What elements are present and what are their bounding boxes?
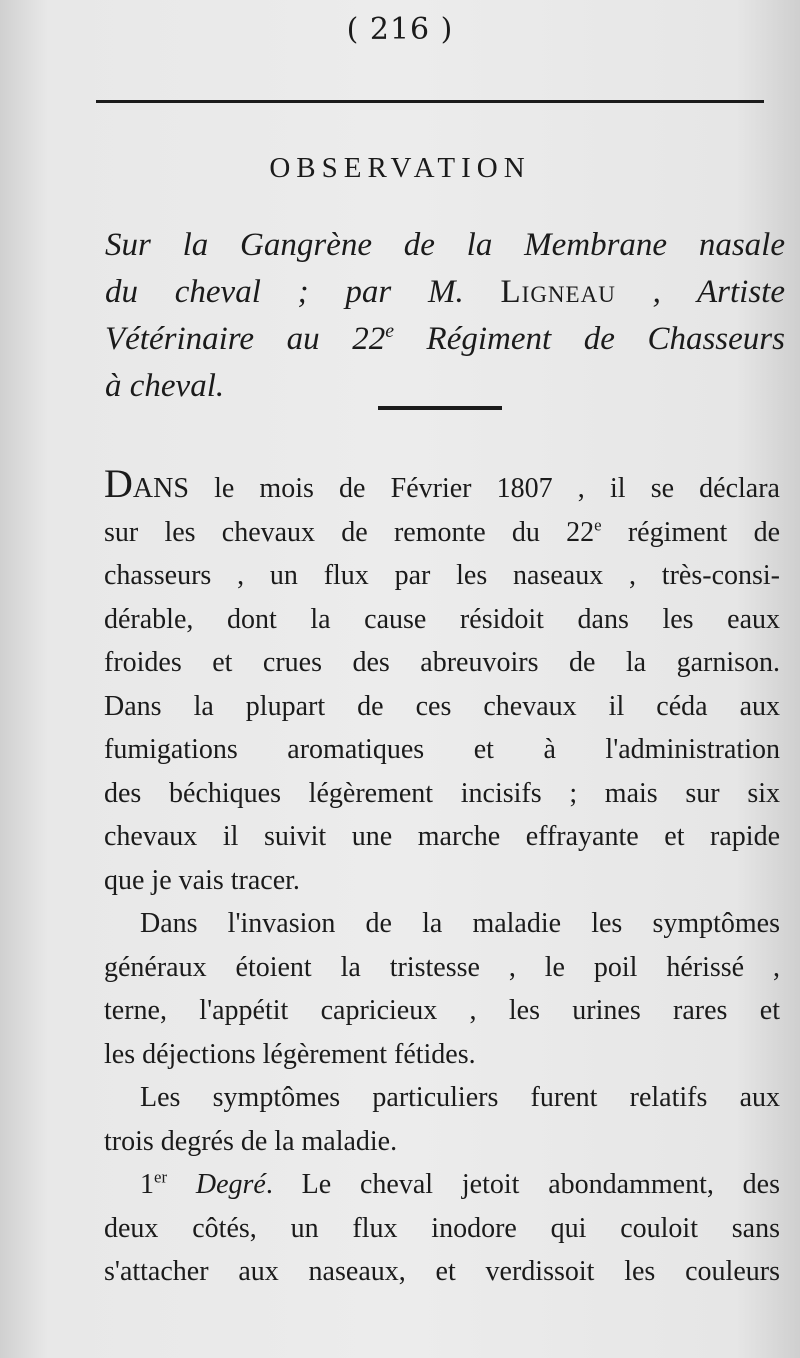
text-span: régiment de — [601, 516, 780, 548]
text-line: Dans la plupart de ces chevaux il céda aux — [104, 690, 780, 722]
subtitle-line-1: Sur la Gangrène de la Membrane nasale — [105, 227, 785, 263]
degree-label: Degré — [167, 1169, 266, 1200]
text-span: . Le cheval jetoit abondamment, des — [265, 1169, 780, 1200]
text-line: chasseurs , un flux par les naseaux , très-consi- — [104, 560, 780, 591]
text-line: froides et crues des abreuvoirs de la garnison. — [104, 647, 780, 678]
text-line: chevaux il suivit une marche effrayante et rapide — [104, 821, 780, 852]
paragraph-2 — [104, 902, 780, 1076]
text-line: trois degrés de la maladie. — [104, 1125, 398, 1157]
text-line: terne, l'appétit capricieux , les urines rares et — [104, 995, 780, 1026]
text-span: sur les chevaux de remonte du 22 — [104, 516, 595, 548]
text-line — [104, 462, 780, 511]
text-line — [104, 511, 780, 555]
text-span: le mois de Février 1807 , il se déclara — [188, 473, 780, 504]
subtitle-text: Vétérinaire au 22 — [105, 321, 386, 357]
superscript: er — [154, 1167, 168, 1187]
text-line: dérable, dont la cause résidoit dans les eaux — [104, 603, 780, 635]
article-title: OBSERVATION — [269, 152, 531, 184]
text-line: deux côtés, un flux inodore qui couloit sans — [104, 1212, 780, 1244]
article-body — [104, 462, 780, 1294]
text-line: s'attacher aux naseaux, et verdissoit les couleurs — [104, 1256, 780, 1287]
text-line — [104, 1163, 780, 1207]
text-line: les déjections légèrement fétides. — [104, 1038, 476, 1070]
text-line: généraux étoient la tristesse , le poil hérissé , — [104, 951, 780, 983]
text-line: des béchiques légèrement incisifs ; mais sur six — [104, 777, 780, 809]
text-line: Les symptômes particuliers furent relatifs aux — [140, 1082, 780, 1113]
paragraph-4 — [104, 1163, 780, 1294]
paragraph-3 — [104, 1076, 780, 1163]
superscript: e — [385, 320, 394, 342]
subtitle-text: du cheval ; par M. — [105, 274, 501, 310]
text-line: que je vais tracer. — [104, 864, 300, 896]
paragraph-1 — [104, 462, 780, 902]
author-name: Ligneau — [500, 274, 616, 310]
subtitle-line-4: à cheval. — [105, 368, 225, 404]
superscript: e — [594, 515, 602, 535]
text-span: 1 — [140, 1169, 154, 1200]
page-number: ( 216 ) — [346, 12, 454, 47]
subtitle-text: , Artiste — [615, 274, 785, 310]
article-subtitle — [105, 222, 785, 410]
drop-cap: Dans — [104, 461, 189, 506]
text-line: Dans l'invasion de la maladie les symptômes — [140, 908, 780, 939]
subtitle-text: Régiment de Chasseurs — [393, 321, 785, 357]
text-line: fumigations aromatiques et à l'administration — [104, 734, 780, 765]
subtitle-line-2 — [105, 269, 785, 316]
subtitle-line-3 — [105, 316, 785, 363]
section-rule — [378, 406, 502, 410]
header-rule — [96, 100, 764, 103]
